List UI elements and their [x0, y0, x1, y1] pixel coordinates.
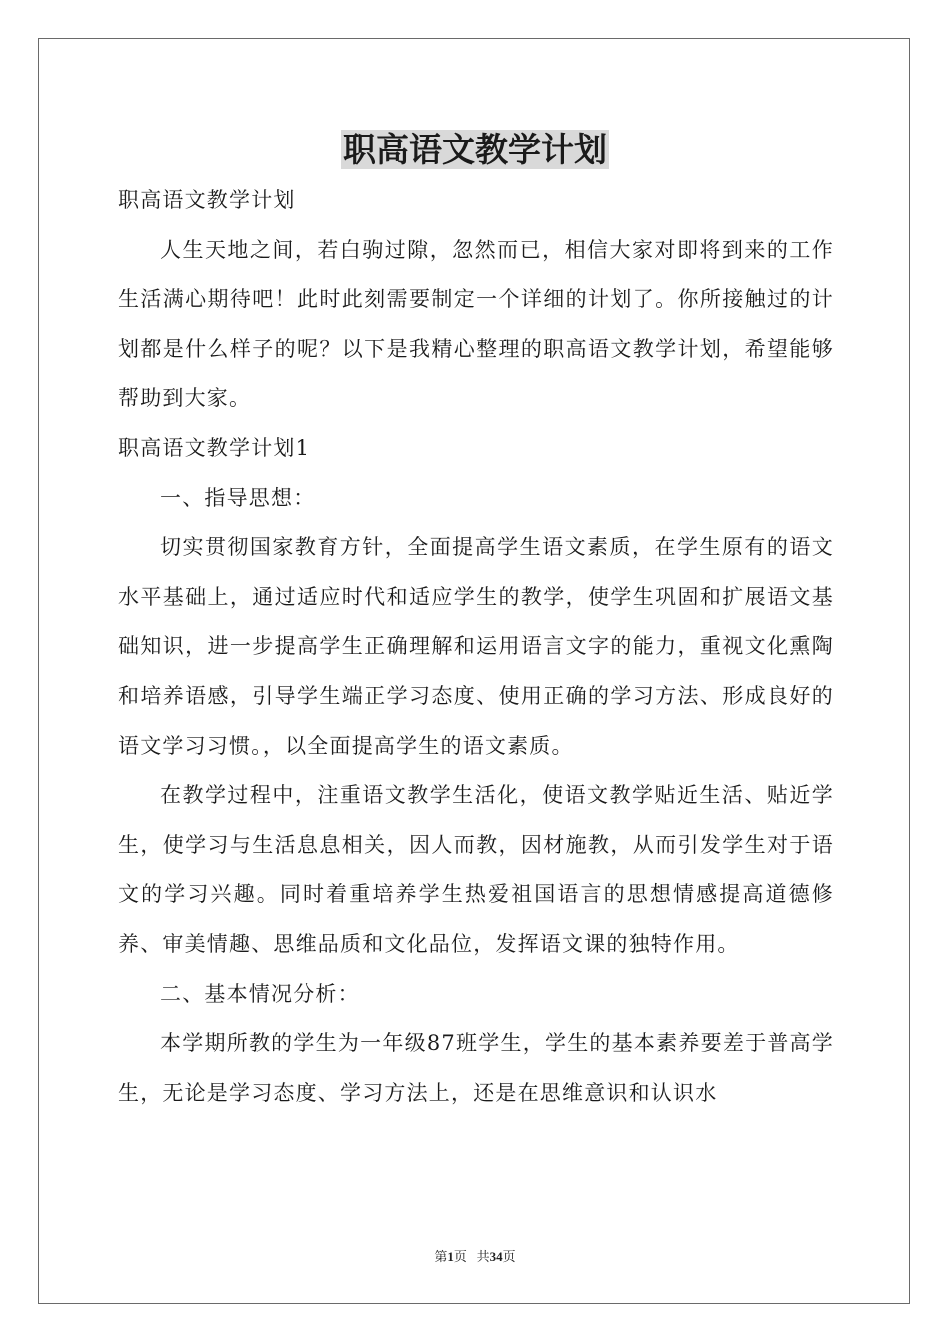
page-number: 1 [447, 1249, 454, 1264]
paragraph: 职高语文教学计划 [118, 188, 296, 212]
total-prefix: 共 [476, 1249, 490, 1264]
total-suffix: 页 [502, 1249, 516, 1264]
paragraph: 职高语文教学计划1 [118, 435, 311, 460]
document-title-text: 职高语文教学计划 [343, 130, 607, 169]
section-heading: 一、指导思想： [160, 485, 316, 510]
page-suffix: 页 [453, 1249, 467, 1264]
document-body [118, 176, 834, 1118]
paragraph: 人生天地之间，若白驹过隙，忽然而已，相信大家对即将到来的工作生活满心期待吧！此时此刻需要制定一个详细的计划了。你所接触过的计划都是什么样子的呢？以下是我精心整理的职高语文教学计划，希望能够帮助到大家。 [118, 237, 834, 411]
document-title [0, 126, 950, 174]
paragraph: 切实贯彻国家教育方针，全面提高学生语文素质，在学生原有的语文水平基础上，通过适应时代和适应学生的教学，使学生巩固和扩展语文基础知识，进一步提高学生正确理解和运用语言文字的能力，重视文化熏陶和培养语感，引导学生端正学习态度、使用正确的学习方法、形成良好的语文学习习惯。，以全面提高学生的语文素质。 [118, 535, 834, 758]
total-pages: 34 [489, 1249, 503, 1264]
paragraph: 在教学过程中，注重语文教学生活化，使语文教学贴近生活、贴近学生，使学习与生活息息相关，因人而教，因材施教，从而引发学生对于语文的学习兴趣。同时着重培养学生热爱祖国语言的思想情感提高道德修养、审美情趣、思维品质和文化品位，发挥语文课的独特作用。 [118, 783, 834, 956]
page-prefix: 第 [434, 1249, 448, 1264]
paragraph: 本学期所教的学生为一年级87班学生，学生的基本素养要差于普高学生，无论是学习态度、学习方法上，还是在思维意识和认识水 [118, 1031, 834, 1105]
section-heading: 二、基本情况分析： [160, 981, 360, 1006]
page-footer [0, 1246, 950, 1265]
